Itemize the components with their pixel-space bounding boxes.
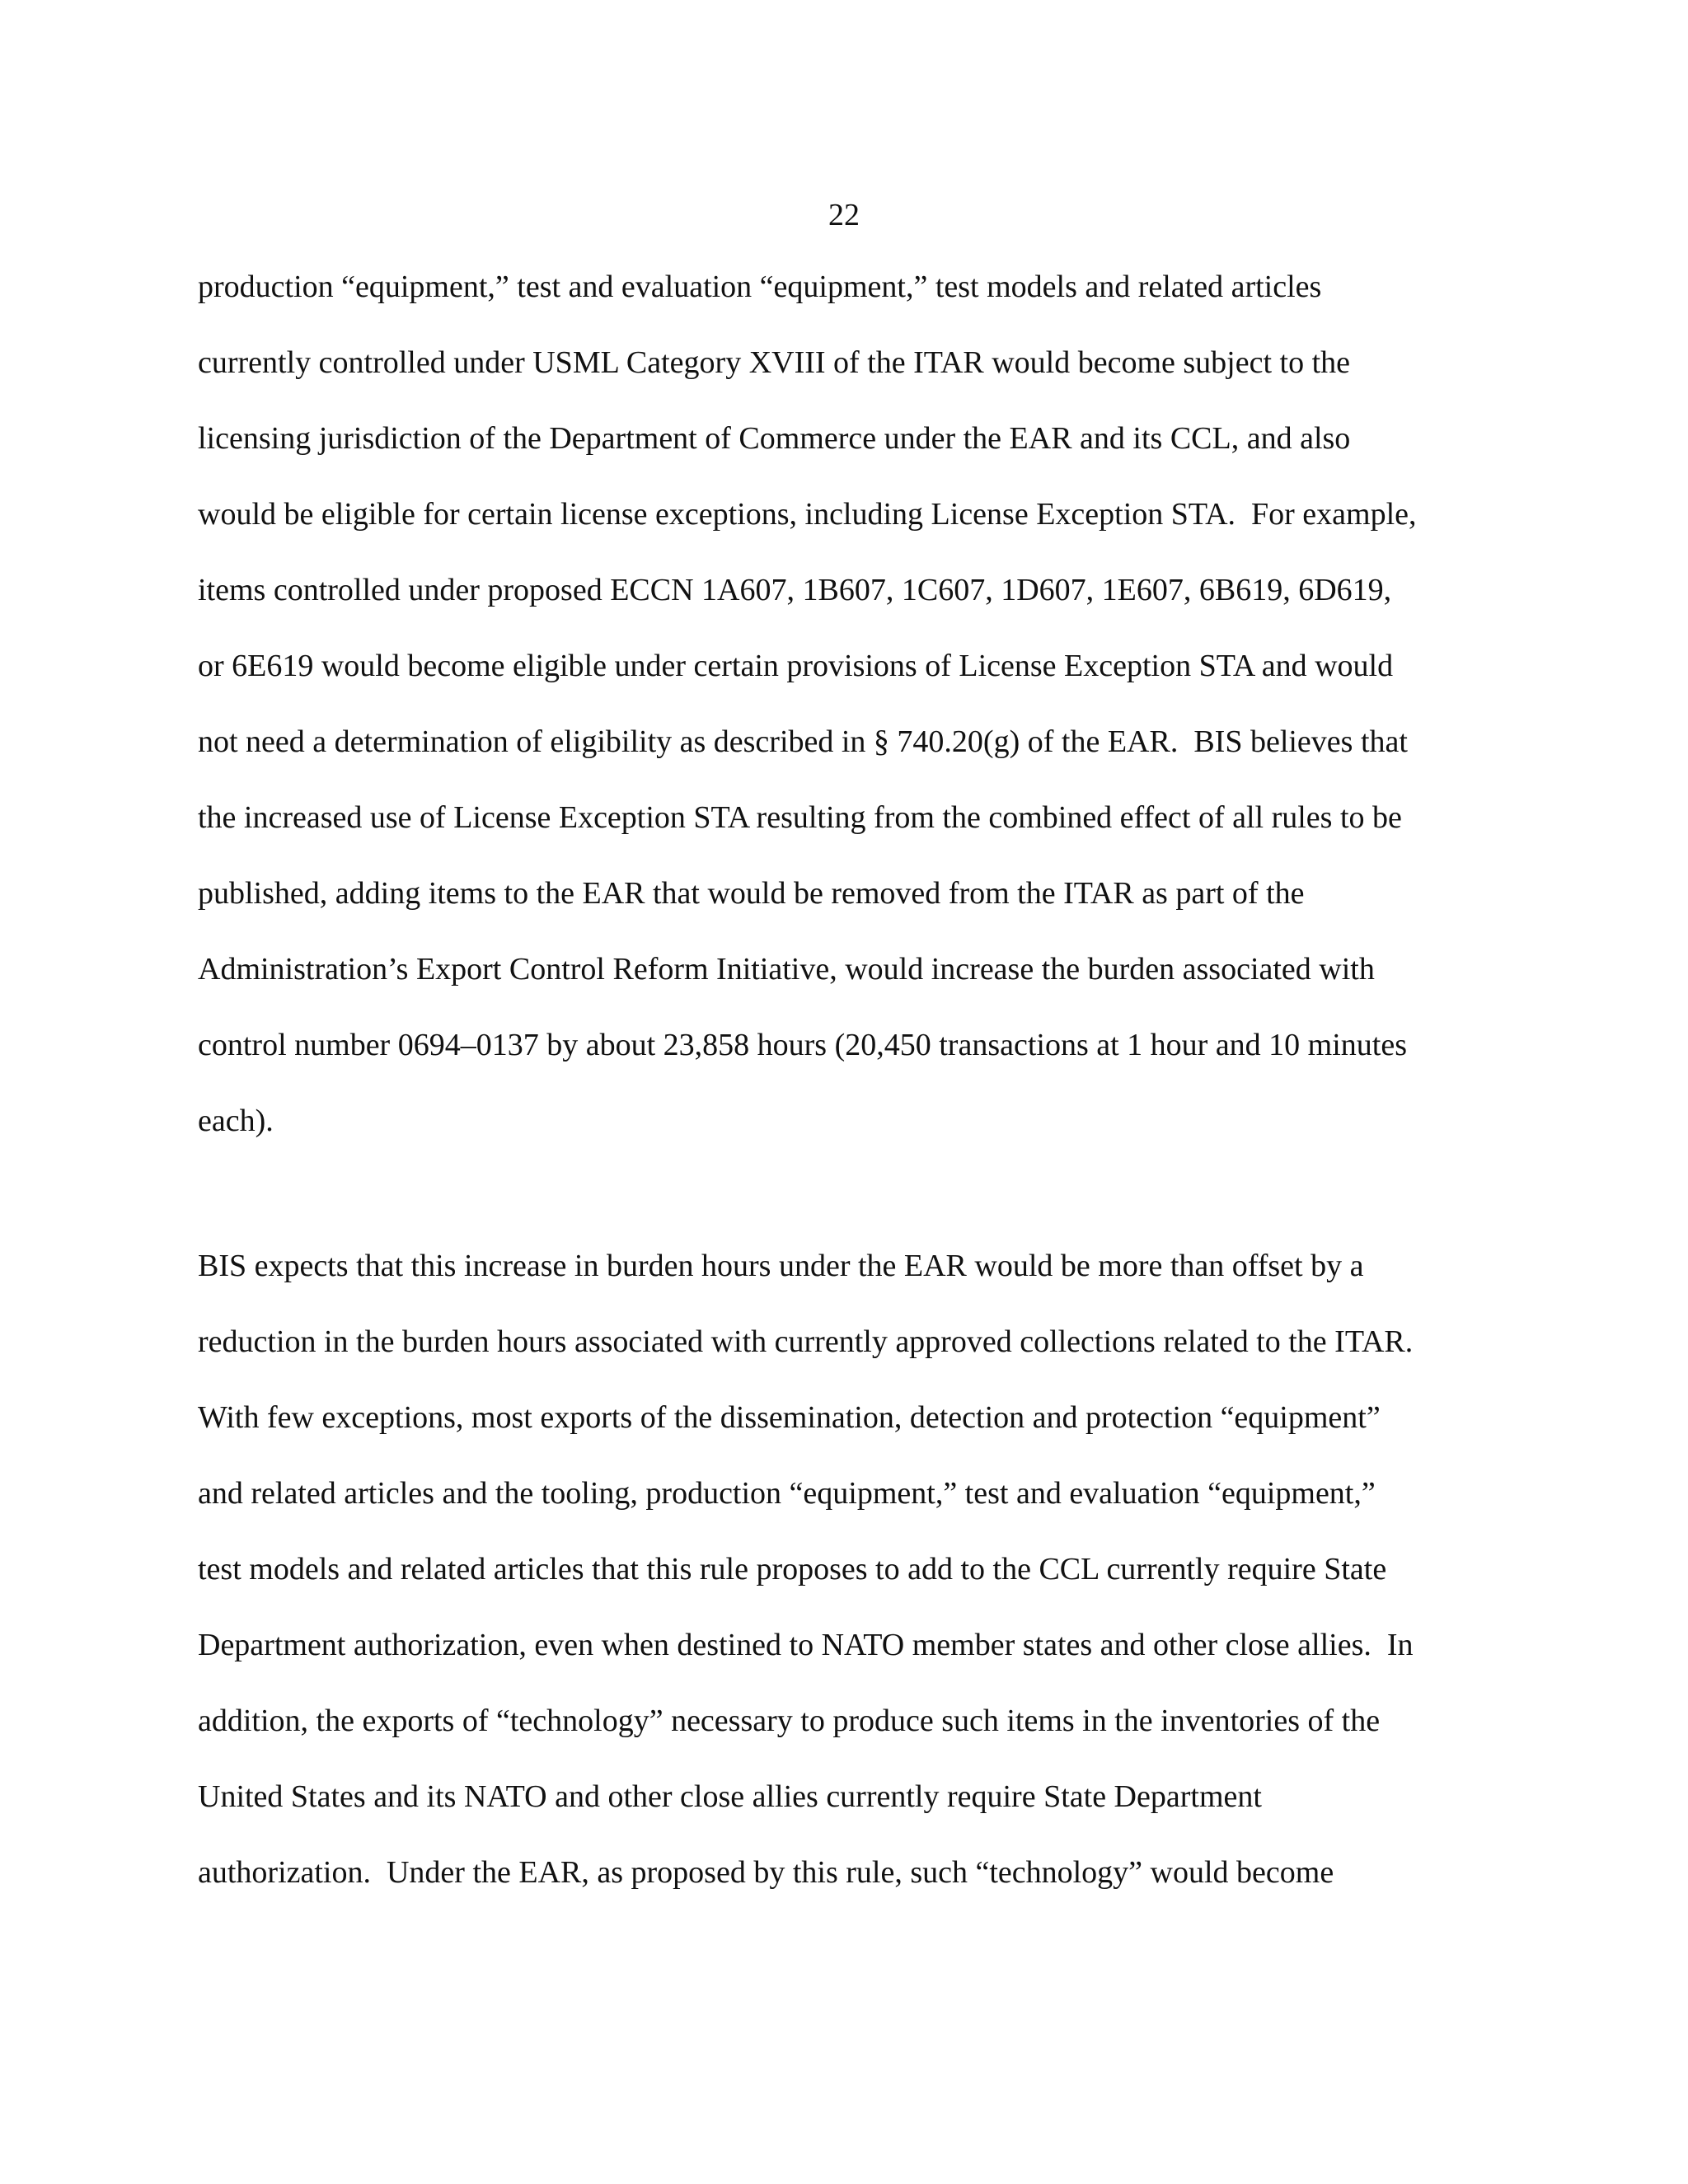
text-line: reduction in the burden hours associated with currently approved collections related to the ITAR. xyxy=(198,1324,1414,1359)
text-line: Department authorization, even when destined to NATO member states and other close allies. In xyxy=(198,1628,1414,1662)
text-line: currently controlled under USML Category XVIII of the ITAR would become subject to the xyxy=(198,345,1351,380)
text-line: not need a determination of eligibility as described in § 740.20(g) of the EAR. BIS believes that xyxy=(198,724,1408,759)
text-line: and related articles and the tooling, production “equipment,” test and evaluation “equipment,” xyxy=(198,1476,1376,1511)
text-line: production “equipment,” test and evaluation “equipment,” test models and related articles xyxy=(198,269,1322,304)
paragraph-1 xyxy=(198,268,1550,1178)
page-number: 22 xyxy=(828,198,860,232)
text-line: each). xyxy=(198,1104,274,1138)
text-line: published, adding items to the EAR that would be removed from the ITAR as part of the xyxy=(198,876,1305,911)
text-line: United States and its NATO and other close allies currently require State Department xyxy=(198,1779,1262,1814)
text-line: items controlled under proposed ECCN 1A607, 1B607, 1C607, 1D607, 1E607, 6B619, 6D619, xyxy=(198,573,1392,607)
text-line: the increased use of License Exception STA resulting from the combined effect of all rules to be xyxy=(198,800,1402,835)
text-line: authorization. Under the EAR, as proposed by this rule, such “technology” would become xyxy=(198,1855,1334,1890)
paragraph-2 xyxy=(198,1247,1550,1929)
text-line: Administration’s Export Control Reform Initiative, would increase the burden associated with xyxy=(198,952,1375,987)
text-line: test models and related articles that this rule proposes to add to the CCL currently require State xyxy=(198,1552,1387,1586)
text-line: With few exceptions, most exports of the dissemination, detection and protection “equipment” xyxy=(198,1400,1381,1435)
text-line: licensing jurisdiction of the Department of Commerce under the EAR and its CCL, and also xyxy=(198,421,1351,456)
text-line: would be eligible for certain license exceptions, including License Exception STA. For example, xyxy=(198,497,1417,532)
text-line: control number 0694–0137 by about 23,858 hours (20,450 transactions at 1 hour and 10 minutes xyxy=(198,1028,1408,1062)
text-line: BIS expects that this increase in burden hours under the EAR would be more than offset by a xyxy=(198,1249,1364,1283)
text-line: addition, the exports of “technology” necessary to produce such items in the inventories of the xyxy=(198,1704,1381,1738)
text-line: or 6E619 would become eligible under certain provisions of License Exception STA and would xyxy=(198,649,1394,683)
